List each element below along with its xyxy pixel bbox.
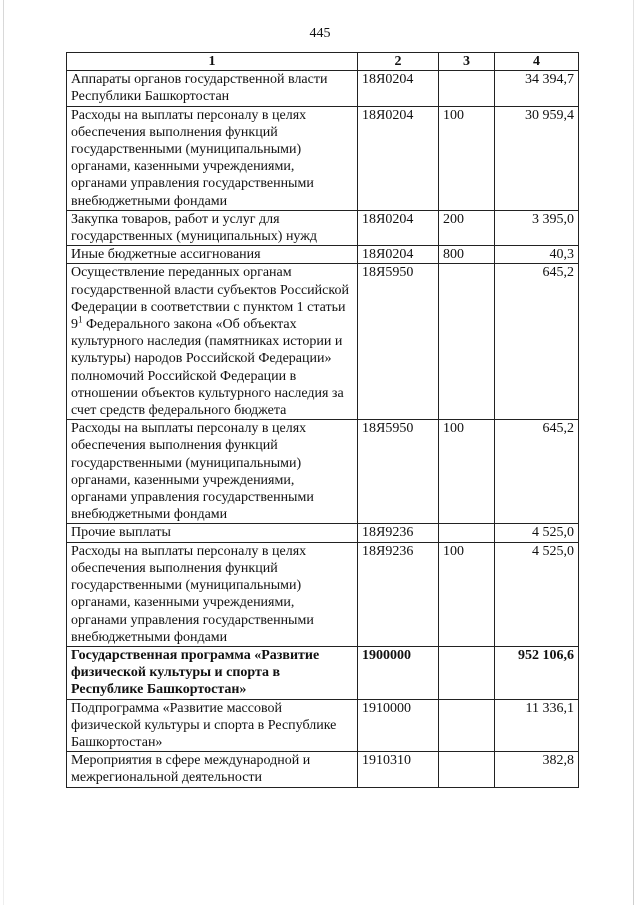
row-amount: 4 525,0 xyxy=(495,524,579,542)
row-amount: 3 395,0 xyxy=(495,210,579,245)
row-expense-type: 100 xyxy=(439,106,495,210)
row-name: Прочие выплаты xyxy=(67,524,358,542)
table-row xyxy=(67,106,579,210)
row-code: 18Я5950 xyxy=(358,420,439,524)
table-row xyxy=(67,264,579,420)
row-name: Расходы на выплаты персоналу в целях обеспечения выполнения функций государственными (муниципальными) органами, казенными учреждениями, органами управления государственными внебюджетными фондами xyxy=(67,106,358,210)
row-name: Подпрограмма «Развитие массовой физической культуры и спорта в Республике Башкортостан» xyxy=(67,699,358,752)
scan-edge-right xyxy=(633,0,634,905)
table-row xyxy=(67,71,579,106)
column-header-code: 2 xyxy=(358,53,439,71)
table-row xyxy=(67,420,579,524)
row-expense-type: 200 xyxy=(439,210,495,245)
row-expense-type: 100 xyxy=(439,542,495,646)
row-expense-type: 100 xyxy=(439,420,495,524)
table-row xyxy=(67,542,579,646)
row-expense-type xyxy=(439,699,495,752)
row-name: Государственная программа «Развитие физической культуры и спорта в Республике Башкортостан» xyxy=(67,646,358,699)
row-name: Мероприятия в сфере международной и межрегиональной деятельности xyxy=(67,752,358,787)
row-amount: 382,8 xyxy=(495,752,579,787)
row-expense-type xyxy=(439,646,495,699)
row-expense-type: 800 xyxy=(439,246,495,264)
column-header-name: 1 xyxy=(67,53,358,71)
table-row xyxy=(67,699,579,752)
scan-edge-left xyxy=(3,0,4,905)
row-expense-type xyxy=(439,752,495,787)
row-code: 18Я0204 xyxy=(358,246,439,264)
row-name: Расходы на выплаты персоналу в целях обеспечения выполнения функций государственными (муниципальными) органами, казенными учреждениями, органами управления государственными внебюджетными фондами xyxy=(67,420,358,524)
article-superscript: 1 xyxy=(78,314,83,325)
table-row xyxy=(67,524,579,542)
column-header-amount: 4 xyxy=(495,53,579,71)
page-number: 445 xyxy=(309,26,331,41)
row-code: 18Я9236 xyxy=(358,542,439,646)
row-amount: 645,2 xyxy=(495,264,579,420)
row-code: 18Я5950 xyxy=(358,264,439,420)
row-amount: 645,2 xyxy=(495,420,579,524)
row-name-text: Осуществление переданных органам государственной власти субъектов Российской Федерации в соответствии с пунктом 1 статьи 9 xyxy=(71,265,349,333)
table-row xyxy=(67,246,579,264)
row-expense-type xyxy=(439,71,495,106)
row-code: 18Я0204 xyxy=(358,210,439,245)
row-amount: 30 959,4 xyxy=(495,106,579,210)
row-amount: 40,3 xyxy=(495,246,579,264)
row-expense-type xyxy=(439,524,495,542)
row-expense-type xyxy=(439,264,495,420)
row-amount: 34 394,7 xyxy=(495,71,579,106)
row-amount: 11 336,1 xyxy=(495,699,579,752)
row-amount: 952 106,6 xyxy=(495,646,579,699)
row-name: Иные бюджетные ассигнования xyxy=(67,246,358,264)
row-name xyxy=(67,264,358,420)
budget-table xyxy=(66,52,579,788)
row-name: Аппараты органов государственной власти Республики Башкортостан xyxy=(67,71,358,106)
row-amount: 4 525,0 xyxy=(495,542,579,646)
row-code: 18Я0204 xyxy=(358,106,439,210)
table-row xyxy=(67,210,579,245)
row-name-text-continued: Федерального закона «Об объектах культурного наследия (памятниках истории и культуры) народов Российской Федерации» полномочий Российской Федерации в отношении объектов культурного наследия за счет средств федерального бюджета xyxy=(71,317,344,419)
row-code: 18Я9236 xyxy=(358,524,439,542)
table-row-program-total xyxy=(67,646,579,699)
table-row xyxy=(67,752,579,787)
row-name: Расходы на выплаты персоналу в целях обеспечения выполнения функций государственными (муниципальными) органами, казенными учреждениями, органами управления государственными внебюджетными фондами xyxy=(67,542,358,646)
row-code: 1910310 xyxy=(358,752,439,787)
table-header-row xyxy=(67,53,579,71)
row-code: 18Я0204 xyxy=(358,71,439,106)
row-code: 1910000 xyxy=(358,699,439,752)
row-name: Закупка товаров, работ и услуг для государственных (муниципальных) нужд xyxy=(67,210,358,245)
row-code: 1900000 xyxy=(358,646,439,699)
column-header-type: 3 xyxy=(439,53,495,71)
